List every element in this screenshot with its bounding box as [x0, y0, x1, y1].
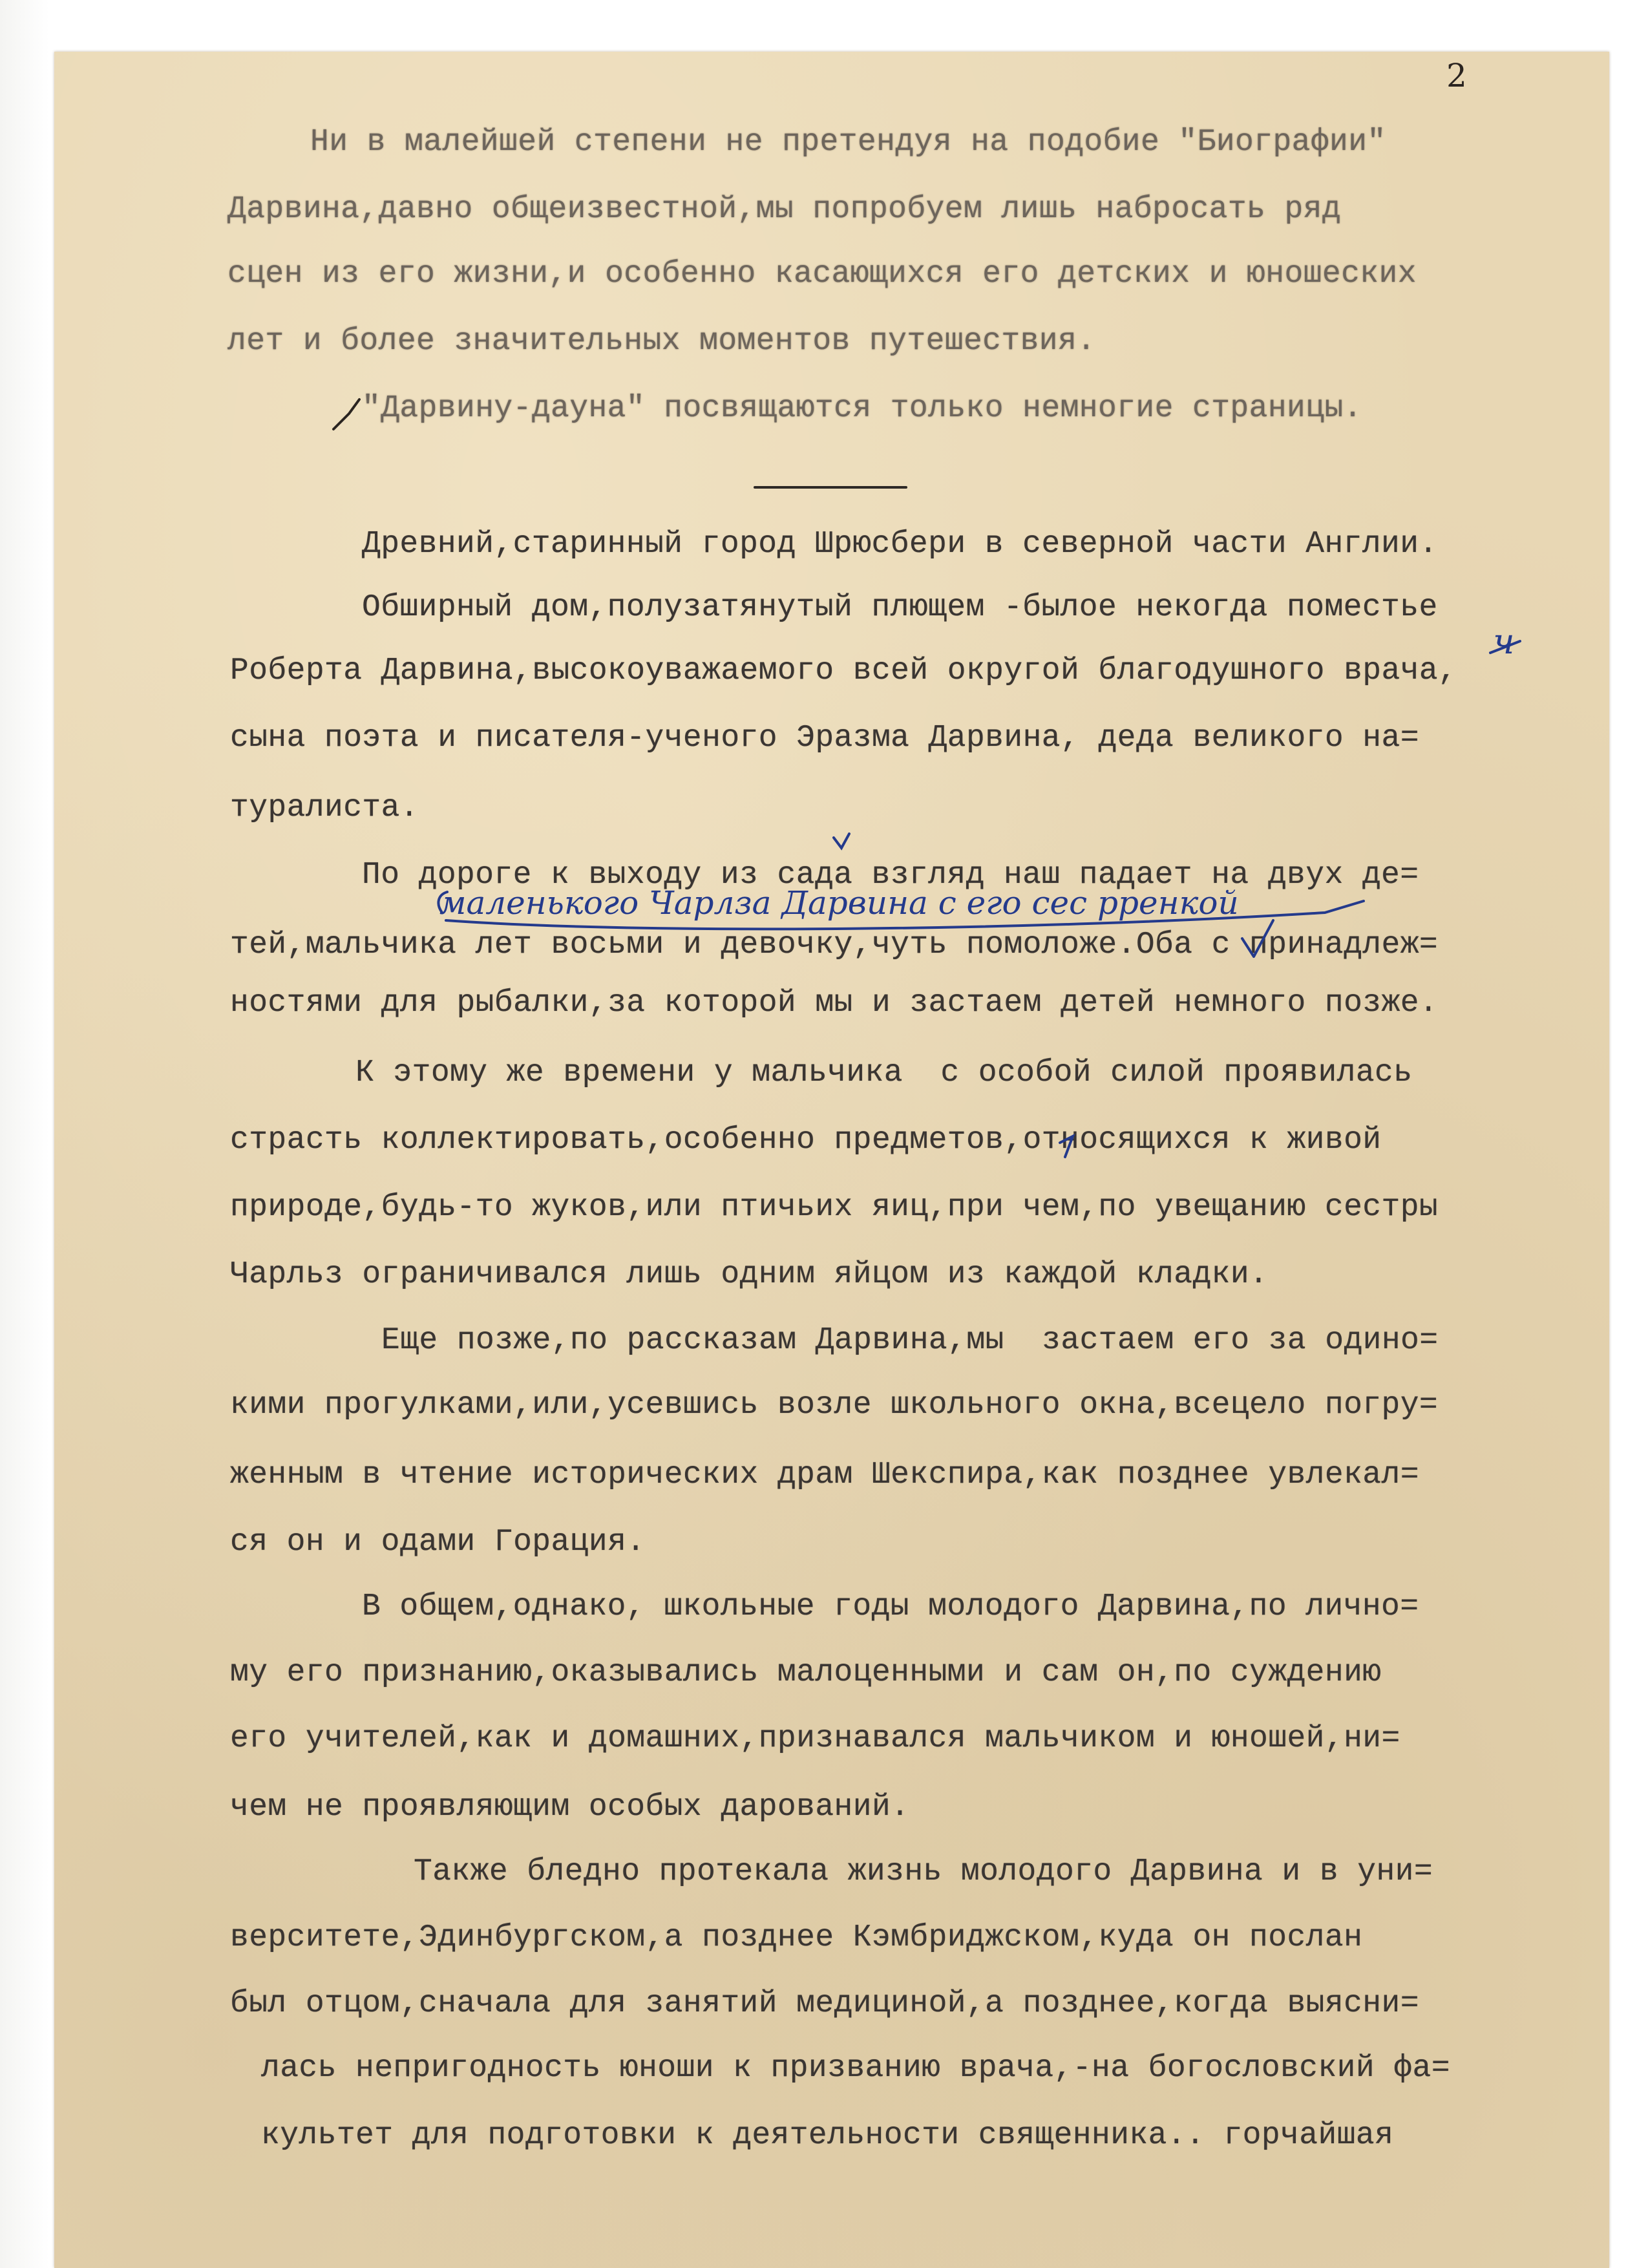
body-line: ностями для рыбалки,за которой мы и застаем детей немного позже. — [230, 986, 1439, 1021]
body-line: му его признанию,оказывались малоценными и сам он,по суждению — [230, 1655, 1382, 1690]
body-line: кими прогулками,или,усевшись возле школьного окна,всецело погру= — [230, 1388, 1439, 1423]
body-line: По дороге к выходу из сада взгляд наш падает на двух де= — [362, 858, 1419, 893]
body-line: лась непригодность юноши к призванию врача,-на богословский фа= — [261, 2051, 1450, 2086]
body-line: Чарльз ограничивался лишь одним яйцом из каждой кладки. — [230, 1257, 1269, 1292]
handwritten-correction: ч — [1493, 621, 1515, 662]
body-line: В общем,однако, школьные годы молодого Дарвина,по лично= — [362, 1589, 1419, 1624]
body-line: Обширный дом,полузатянутый плющем -былое некогда поместье — [362, 590, 1438, 625]
section-separator — [754, 486, 907, 489]
intro-line: лет и более значительных моментов путешествия. — [227, 324, 1096, 359]
body-line: чем не проявляющим особых дарований. — [230, 1790, 910, 1825]
page-number: 2 — [1446, 57, 1467, 94]
intro-line: Дарвина,давно общеизвестной,мы попробуем лишь набросать ряд — [227, 192, 1342, 227]
body-line: его учителей,как и домашних,признавался мальчиком и юношей,ни= — [230, 1721, 1400, 1756]
body-line: Еще позже,по рассказам Дарвина,мы застаем его за одино= — [381, 1323, 1439, 1358]
body-line: Роберта Дарвина,высокоуважаемого всей округой благодушного врача, — [230, 653, 1457, 688]
intro-line: "Дарвину-дауна" посвящаются только немногие страницы. — [362, 391, 1362, 426]
intro-line: Ни в малейшей степени не претендуя на подобие "Биографии" — [310, 125, 1386, 160]
body-line: женным в чтение исторических драм Шекспира,как позднее увлекал= — [230, 1457, 1419, 1492]
body-line: Древний,старинный город Шрюсбери в северной части Англии. — [362, 527, 1438, 562]
body-line: К этому же времени у мальчика с особой силой проявилась — [355, 1055, 1413, 1090]
body-line: сына поэта и писателя-ученого Эразма Дарвина, деда великого на= — [230, 721, 1419, 756]
handwritten-insertion: маленького Чарлза Дарвина с его сес рренкой — [439, 884, 1239, 922]
body-line: туралиста. — [230, 790, 419, 825]
body-line: был отцом,сначала для занятий медициной,а позднее,когда выясни= — [230, 1986, 1419, 2021]
body-line: ся он и одами Горация. — [230, 1525, 646, 1560]
body-line: верситете,Эдинбургском,а позднее Кэмбриджском,куда он послан — [230, 1920, 1363, 1955]
body-line: страсть коллектировать,особенно предметов,относящихся к живой — [230, 1123, 1382, 1158]
body-line: Также бледно протекала жизнь молодого Дарвина и в уни= — [414, 1854, 1433, 1889]
intro-line: сцен из его жизни,и особенно касающихся его детских и юношеских — [227, 257, 1417, 291]
body-line: тей,мальчика лет восьми и девочку,чуть помоложе.Оба с принадлеж= — [230, 927, 1439, 962]
body-line: культет для подготовки к деятельности священника.. горчайшая — [261, 2118, 1394, 2153]
body-line: природе,будь-то жуков,или птичьих яиц,при чем,по увещанию сестры — [230, 1190, 1439, 1225]
